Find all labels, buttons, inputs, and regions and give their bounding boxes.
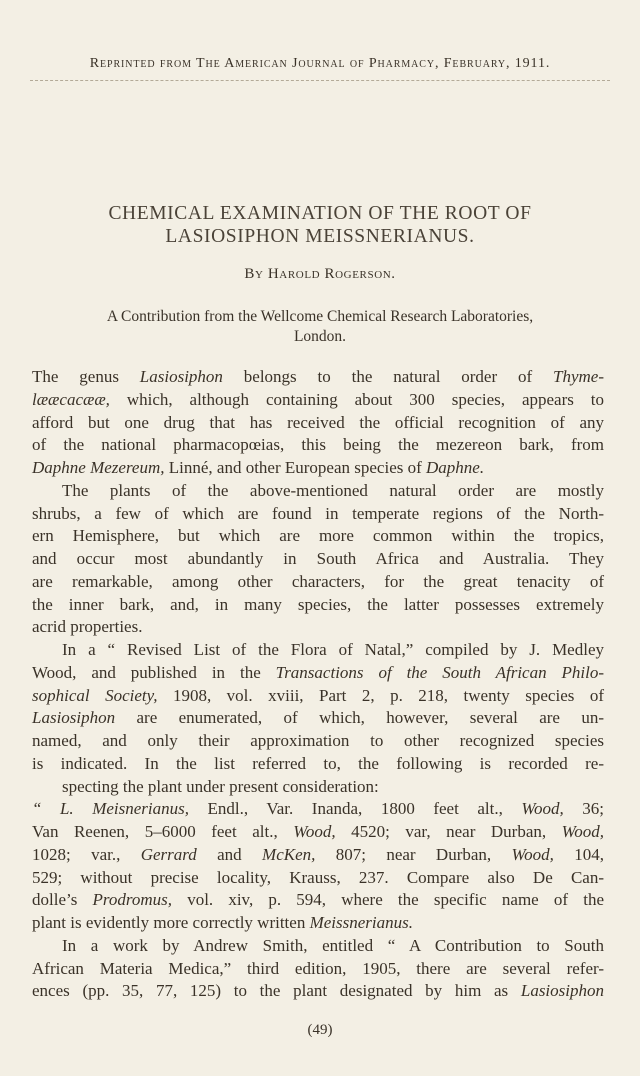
text-run: dolle’s	[32, 890, 93, 910]
text-line	[32, 389, 604, 412]
text-run: Endl., Var. Inanda, 1800 feet alt.,	[189, 799, 522, 819]
text-run: named, and only their approximation to other recognized species	[32, 731, 604, 750]
italic-text: Daphne.	[426, 458, 485, 477]
text-line	[32, 434, 604, 457]
title-line: CHEMICAL EXAMINATION OF THE ROOT OF	[108, 203, 532, 224]
text-line	[32, 662, 604, 685]
text-run: In a work by Andrew Smith, entitled “ A Contribution to South	[62, 935, 604, 955]
italic-text: sophical Society,	[32, 685, 158, 705]
text-run: 1908, vol. xviii, Part 2, p. 218, twenty species of	[157, 685, 604, 705]
author-byline: By Harold Rogerson.	[244, 266, 396, 282]
text-line	[32, 366, 604, 389]
italic-text: Thyme-	[553, 367, 604, 386]
text-run: plant is evidently more correctly written	[32, 913, 310, 932]
page-number: (49)	[307, 1022, 333, 1038]
text-line	[32, 912, 604, 935]
article-title	[30, 202, 610, 248]
italic-text: Wood,	[511, 844, 554, 864]
italic-text: Wood,	[293, 822, 336, 841]
text-run: The plants of the above-mentioned natural order are mostly	[62, 480, 604, 500]
italic-text: Wood,	[561, 822, 604, 841]
italic-text: Prodromus,	[92, 890, 173, 910]
contribution-line: A Contribution from the Wellcome Chemical Research Laboratories,	[106, 308, 534, 325]
text-line	[32, 867, 604, 890]
italic-text: “ L. Meisnerianus,	[32, 799, 190, 819]
text-run: vol. xiv, p. 594, where the specific name of the	[172, 890, 604, 910]
text-line	[32, 707, 604, 730]
italic-text: Transactions of the South African Philo-	[275, 662, 604, 682]
italic-text: Gerrard	[140, 844, 197, 864]
text-line	[32, 821, 604, 844]
italic-text: Daphne Mezereum,	[32, 458, 165, 477]
text-line	[32, 412, 604, 435]
text-run: and occur most abundantly in South Africa and Australia. They	[32, 549, 604, 568]
text-run: shrubs, a few of which are found in temperate regions of the North-	[32, 503, 604, 523]
italic-text: McKen,	[262, 844, 316, 864]
text-line	[32, 639, 604, 662]
text-run: 36;	[563, 799, 604, 819]
text-line	[32, 889, 604, 912]
text-run: Linné, and other European species of	[164, 458, 427, 477]
text-run: afford but one drug that has received the official recognition of any	[32, 412, 604, 432]
text-run: the inner bark, and, in many species, the latter possesses extremely	[32, 594, 604, 614]
text-line	[32, 980, 604, 1003]
text-line	[32, 594, 604, 617]
text-run: are enumerated, of which, however, several are un-	[115, 708, 604, 728]
text-run: Wood, and published in the	[32, 662, 276, 682]
text-run: 1028; var.,	[32, 844, 141, 864]
text-line	[32, 503, 604, 526]
italic-text: lææcacææ,	[32, 389, 110, 409]
text-line	[32, 525, 604, 548]
text-line	[32, 935, 604, 958]
text-run: African Materia Medica,” third edition, 1905, there are several refer-	[32, 958, 604, 978]
text-line	[32, 753, 604, 776]
text-run: is indicated. In the list referred to, the following is recorded re-	[32, 753, 604, 773]
article-body	[32, 366, 604, 1003]
text-line	[32, 616, 604, 639]
text-line	[32, 776, 604, 799]
text-line	[32, 480, 604, 503]
contribution-note	[40, 307, 600, 347]
text-run: 807; near Durban,	[315, 844, 512, 864]
text-run: specting the plant under present consideration:	[62, 776, 379, 796]
text-run: In a “ Revised List of the Flora of Natal,” compiled by J. Medley	[62, 640, 604, 659]
text-run: 4520; var, near Durban,	[335, 822, 562, 841]
text-run: 529; without precise locality, Krauss, 237. Compare also De Can-	[32, 867, 604, 887]
text-run: of the national pharmacopœias, this being the mezereon bark, from	[32, 435, 604, 455]
text-run: are remarkable, among other characters, for the great tenacity of	[32, 571, 604, 591]
text-line	[32, 548, 604, 571]
italic-text: Meissnerianus.	[309, 913, 413, 932]
italic-text: Wood,	[521, 799, 564, 819]
text-line	[32, 571, 604, 594]
text-line	[32, 958, 604, 981]
text-line	[32, 844, 604, 867]
text-line	[32, 457, 604, 480]
text-run: and	[196, 844, 263, 864]
running-head: Reprinted from The American Journal of Pharmacy, February, 1911.	[89, 56, 551, 71]
text-run: which, although containing about 300 species, appears to	[109, 389, 604, 409]
text-run: acrid properties.	[32, 617, 143, 637]
text-run: ern Hemisphere, but which are more common within the tropics,	[32, 526, 604, 546]
text-line	[32, 798, 604, 821]
contribution-line: London.	[293, 328, 347, 345]
text-run: ences (pp. 35, 77, 125) to the plant designated by him as	[32, 981, 521, 1001]
text-run: The genus	[32, 367, 140, 386]
text-run: belongs to the natural order of	[222, 367, 554, 386]
header-rule	[30, 80, 610, 81]
title-line: LASIOSIPHON MEISSNERIANUS.	[165, 226, 475, 247]
text-run: 104,	[553, 844, 604, 864]
italic-text: Lasiosiphon	[32, 708, 116, 728]
text-run: Van Reenen, 5–6000 feet alt.,	[32, 822, 294, 841]
italic-text: Lasiosiphon	[520, 981, 604, 1001]
text-line	[32, 730, 604, 753]
text-line	[32, 685, 604, 708]
italic-text: Lasiosiphon	[139, 367, 223, 386]
